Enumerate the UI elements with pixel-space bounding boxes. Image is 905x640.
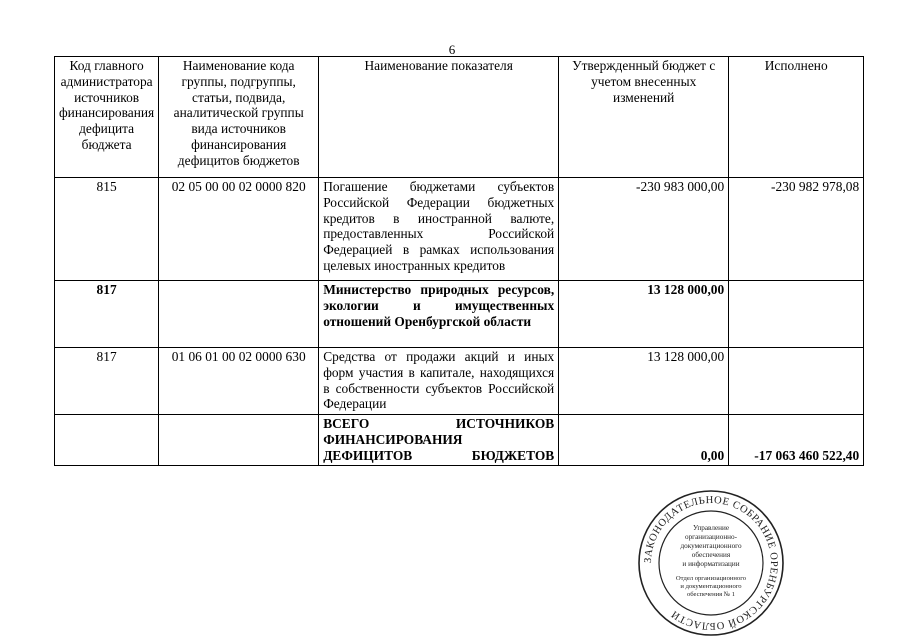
table-header-row — [55, 57, 864, 178]
cell-indicator-total: ВСЕГО ИСТОЧНИКОВ ФИНАНСИРОВАНИЯ ДЕФИЦИТОВ БЮДЖЕТОВ — [319, 415, 559, 466]
cell-group-code: 01 06 01 00 02 0000 630 — [159, 348, 319, 415]
cell-executed — [729, 281, 864, 348]
cell-approved: 13 128 000,00 — [559, 348, 729, 415]
stamp-line: документационного — [680, 542, 742, 550]
table-total-row — [55, 415, 864, 466]
cell-approved: -230 983 000,00 — [559, 178, 729, 281]
cell-admin-code: 817 — [55, 281, 159, 348]
table-row — [55, 348, 864, 415]
cell-executed — [729, 348, 864, 415]
header-group-code: Наименование кода группы, подгруппы, статьи, подвида, аналитической группы вида источников финансирования дефицитов бюджетов — [159, 57, 319, 178]
stamp-line: обеспечения — [691, 551, 731, 559]
cell-admin-code — [55, 415, 159, 466]
table-row — [55, 178, 864, 281]
stamp-line: обеспечения № 1 — [686, 591, 736, 598]
stamp-line: организационно- — [684, 533, 738, 541]
cell-approved: 13 128 000,00 — [559, 281, 729, 348]
budget-sources-table — [54, 56, 864, 466]
cell-group-code — [159, 281, 319, 348]
header-indicator: Наименование показателя — [319, 57, 559, 178]
cell-indicator: Погашение бюджетами субъектов Российской Федерации бюджетных кредитов в иностранной валюте, предоставленных Российской Федерацией в рамках использования целевых иностранных кредитов — [319, 178, 559, 281]
stamp-line: и документационного — [680, 583, 742, 590]
cell-indicator: Министерство природных ресурсов, экологии и имущественных отношений Оренбургской области — [319, 281, 559, 348]
table-row — [55, 281, 864, 348]
cell-executed-total: -17 063 460 522,40 — [729, 415, 864, 466]
header-admin-code: Код главного администратора источников финансирования дефицита бюджета — [55, 57, 159, 178]
cell-group-code — [159, 415, 319, 466]
cell-admin-code: 815 — [55, 178, 159, 281]
official-stamp — [636, 488, 786, 638]
stamp-ring-text: ЗАКОНОДАТЕЛЬНОЕ СОБРАНИЕ ОРЕНБУРГСКОЙ ОБЛАСТИ — [642, 494, 780, 632]
page-number: 6 — [448, 42, 456, 57]
stamp-line: и информатизации — [682, 560, 740, 568]
header-executed: Исполнено — [729, 57, 864, 178]
cell-admin-code: 817 — [55, 348, 159, 415]
stamp-line: Управление — [692, 524, 730, 532]
header-approved-budget: Утвержденный бюджет с учетом внесенных изменений — [559, 57, 729, 178]
cell-approved-total: 0,00 — [559, 415, 729, 466]
cell-executed: -230 982 978,08 — [729, 178, 864, 281]
stamp-line: Отдел организационного — [675, 575, 747, 582]
cell-group-code: 02 05 00 00 02 0000 820 — [159, 178, 319, 281]
cell-indicator: Средства от продажи акций и иных форм участия в капитале, находящихся в собственности субъектов Российской Федерации — [319, 348, 559, 415]
